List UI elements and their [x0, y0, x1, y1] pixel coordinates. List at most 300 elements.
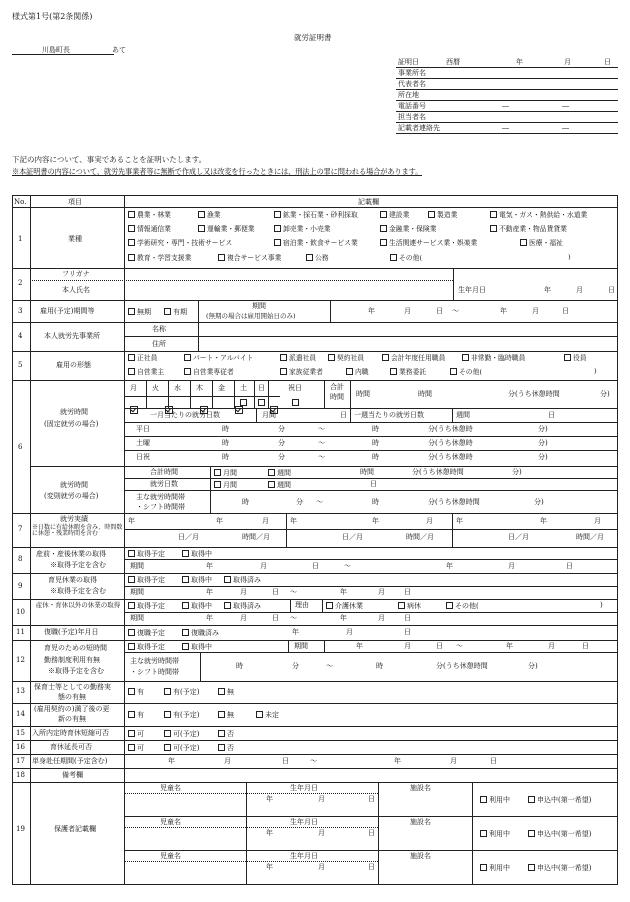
workplace-addr-label: 住所: [152, 340, 166, 348]
apply-opt[interactable]: 申込中(第一希望): [528, 830, 591, 838]
unit-day: 日: [490, 757, 497, 765]
row6-no: 6: [18, 443, 23, 451]
row13-label2: 態の有無: [58, 693, 86, 701]
r15-opt2[interactable]: 可(予定): [164, 730, 199, 738]
unit-month: 月: [378, 614, 385, 622]
r16-opt1[interactable]: 可: [128, 744, 144, 752]
row11-no: 11: [16, 628, 25, 636]
r10-other-close: ): [600, 601, 603, 609]
unit-month: 月: [532, 307, 539, 315]
r9-opt3[interactable]: 取得済み: [224, 576, 261, 584]
emp-type-opt[interactable]: 会計年度任用職員: [382, 354, 445, 362]
emp-type-opt[interactable]: 非常勤・臨時職員: [462, 354, 525, 362]
tilde: ～: [318, 439, 325, 447]
addressee-town: 川島町長: [42, 46, 70, 54]
unit-minute: 分: [296, 498, 303, 506]
unit-minute: 分: [278, 453, 285, 461]
unit-year: 年: [506, 642, 513, 650]
use-opt[interactable]: 利用中: [480, 796, 510, 804]
var-week-opt[interactable]: 週間: [268, 469, 291, 477]
unit-month: 月: [318, 795, 325, 803]
issuer-label-phone: 電話番号: [398, 102, 426, 110]
r12-period: 期間: [294, 642, 308, 650]
unit-month: 月: [318, 863, 325, 871]
r14-opt1[interactable]: 有: [128, 711, 144, 719]
row7-no: 7: [18, 525, 23, 533]
unit-minute: 分: [292, 662, 299, 670]
industry-opt[interactable]: 不動産業・物品賃貸業: [490, 225, 567, 233]
row14-no: 14: [16, 710, 25, 718]
use-opt[interactable]: 利用中: [480, 830, 510, 838]
row15-label: 入所内定時育休短縮可否: [32, 729, 109, 737]
facility-label: 施設名: [410, 852, 431, 860]
row4-no: 4: [18, 332, 23, 340]
r9-opt1[interactable]: 取得予定: [128, 576, 165, 584]
unit-day: 日: [368, 795, 375, 803]
monthly-label: 月間: [262, 411, 276, 419]
row13-no: 13: [16, 687, 25, 695]
emp-type-opt[interactable]: 契約社員: [328, 354, 364, 362]
unit-month: 月: [548, 642, 555, 650]
unit-year: 年: [168, 757, 175, 765]
col-no-header: No.: [14, 198, 27, 206]
contact-dash-1: ―: [502, 124, 509, 132]
day-holiday: 祝日: [288, 384, 302, 392]
period-label: 期間: [252, 302, 266, 310]
tilde: ～: [310, 757, 317, 765]
tilde: ～: [344, 562, 351, 570]
row3-no: 3: [18, 307, 23, 315]
tilde: ～: [316, 498, 323, 506]
industry-opt-other[interactable]: その他(: [390, 254, 422, 262]
row12-no: 12: [16, 656, 25, 664]
emp-type-opt[interactable]: パート・アルバイト: [184, 354, 253, 362]
issuer-era: 西暦: [446, 58, 460, 66]
facility-label: 施設名: [410, 784, 431, 792]
workplace-name-label: 名称: [152, 325, 166, 333]
industry-opt[interactable]: 金融業・保険業: [380, 225, 437, 233]
unit-day: 日: [312, 562, 319, 570]
industry-opt[interactable]: 公務: [306, 254, 329, 262]
issuer-label-date: 証明日: [398, 58, 419, 66]
unit-year: 年: [266, 795, 273, 803]
break-close: 分): [512, 468, 522, 476]
issuer-label-person: 担当者名: [398, 113, 426, 121]
unit-day: 日: [404, 588, 411, 596]
sunday-label: 日祝: [136, 453, 150, 461]
unit-day: 日: [404, 628, 411, 636]
unit-hour: 時: [222, 425, 229, 433]
unit-day: 日: [272, 588, 279, 596]
day-wed: 水: [174, 384, 181, 392]
employment-type-options: [128, 354, 616, 379]
total-label: 合計: [330, 383, 344, 391]
unit-month: 月: [450, 757, 457, 765]
industry-opt[interactable]: 鉱業・採石業・砂利採取: [274, 211, 358, 219]
day-per-month: 日／月: [508, 533, 529, 541]
col-item-header: 項目: [68, 198, 82, 206]
tilde: ～: [456, 642, 463, 650]
day-fri: 金: [218, 384, 225, 392]
row18-no: 18: [16, 771, 25, 779]
break-min: 分): [538, 453, 548, 461]
emp-type-opt[interactable]: 自営業主: [128, 368, 164, 376]
row17-label: 単身赴任期間(予定含む): [32, 757, 108, 765]
unit-day: 日: [368, 863, 375, 871]
r8-opt1[interactable]: 取得予定: [128, 550, 165, 558]
row15-no: 15: [16, 729, 25, 737]
unit-year: 年: [128, 517, 135, 525]
fixed-hours-sub: (固定就労の場合): [44, 420, 99, 428]
tilde: ～: [452, 307, 459, 315]
child-name-label: 児童名: [160, 784, 181, 792]
facility-label: 施設名: [410, 818, 431, 826]
unit-month: 月: [594, 517, 601, 525]
unit-hour: 時: [372, 498, 379, 506]
issuer-day: 日: [604, 58, 611, 66]
emp-type-opt[interactable]: 家族従業者: [280, 368, 323, 376]
unit-day: 日: [370, 480, 377, 488]
work-days-label: 就労日数: [150, 480, 178, 488]
r10-reason-opt3[interactable]: その他(: [446, 602, 479, 610]
break-hour: 分(うち休憩時: [428, 453, 473, 461]
unit-day: 日: [436, 307, 443, 315]
issuer-block: [396, 57, 618, 135]
unit-year: 年: [356, 642, 363, 650]
emp-type-opt[interactable]: 内職: [346, 368, 369, 376]
unit-day: 日: [562, 307, 569, 315]
row7-note: ※日数に有給休暇を含み、時間数に休憩・残業時間を含む: [32, 524, 123, 538]
row12-label: 育児のための短時間: [44, 644, 107, 652]
row19-label: 保護者記載欄: [54, 825, 96, 833]
emp-type-opt[interactable]: 派遣社員: [280, 354, 316, 362]
emp-type-opt[interactable]: 正社員: [128, 354, 157, 362]
weekly-hours-unit-2: 時間: [418, 390, 432, 398]
row10-label: 産休・育休以外の休業の取得: [35, 601, 121, 609]
var-month-days-opt[interactable]: 月間: [214, 481, 237, 489]
addressee[interactable]: [12, 46, 114, 55]
r13-opt2[interactable]: 有(予定): [164, 688, 199, 696]
industry-opt[interactable]: 教育・学習支援業: [128, 254, 191, 262]
unit-month: 月: [224, 757, 231, 765]
row1-label: 業種: [68, 235, 82, 243]
unit-hour: 時: [222, 453, 229, 461]
check-holiday[interactable]: [292, 399, 299, 406]
hours-per-month: 時間／月: [406, 533, 434, 541]
shift-band-label: ・シフト時間帯: [136, 503, 185, 511]
contact-dash-2: ―: [562, 124, 569, 132]
r11-opt1[interactable]: 復職予定: [128, 629, 165, 637]
emp-type-opt[interactable]: 自営業専従者: [184, 368, 234, 376]
tilde: ～: [318, 425, 325, 433]
unit-day: 日: [368, 829, 375, 837]
child-birth-label: 生年月日: [290, 852, 318, 860]
unit-year: 年: [206, 562, 213, 570]
emp-type-other-close: ): [594, 367, 597, 375]
form-id: 様式第1号(第2条関係): [12, 12, 93, 21]
tilde: ～: [318, 453, 325, 461]
r11-opt2[interactable]: 復職済み: [182, 629, 219, 637]
industry-opt[interactable]: 情報通信業: [128, 225, 171, 233]
unit-month: 月: [404, 307, 411, 315]
unit-month: 月: [576, 286, 583, 294]
unit-year: 年: [394, 757, 401, 765]
period-fixed[interactable]: 有期: [164, 308, 187, 316]
child-name-label: 児童名: [160, 852, 181, 860]
unit-year: 年: [266, 863, 273, 871]
use-opt[interactable]: 利用中: [480, 864, 510, 872]
unit-day: 日: [272, 614, 279, 622]
saturday-label: 土曜: [136, 439, 150, 447]
industry-opt[interactable]: 学術研究・専門・技術サービス: [128, 239, 232, 247]
unit-year: 年: [340, 614, 347, 622]
phone-dash-2: ―: [562, 102, 569, 110]
r14-opt3[interactable]: 無: [218, 711, 234, 719]
unit-year: 年: [290, 517, 297, 525]
row9-label: 育児休業の取得: [48, 576, 97, 584]
monthly-days-label: 一月当たりの就労日数: [150, 411, 220, 419]
unit-year: 年: [368, 307, 375, 315]
break-min: 分): [538, 425, 548, 433]
unit-day: 日: [608, 286, 615, 294]
r8-opt2[interactable]: 取得中: [182, 550, 212, 558]
r15-opt3[interactable]: 否: [218, 730, 234, 738]
row11-label: 復職(予定)年月日: [44, 628, 99, 636]
break-open: 分(うち休憩時間: [508, 390, 560, 398]
weekly-hours-unit: 時間: [356, 390, 370, 398]
weekly-label: 週間: [456, 411, 470, 419]
unit-hour: 時: [372, 425, 379, 433]
unit-hour: 時: [222, 439, 229, 447]
industry-opt[interactable]: 製造業: [428, 211, 457, 219]
total-time-label: 時間: [330, 393, 344, 401]
phone-dash-1: ―: [502, 102, 509, 110]
unit-day: 日: [566, 562, 573, 570]
child-name-label: 児童名: [160, 818, 181, 826]
unit-year: 年: [544, 286, 551, 294]
r13-opt1[interactable]: 有: [128, 688, 144, 696]
row3-label: 雇用(予定)期間等: [40, 307, 95, 315]
day-mon: 月: [130, 384, 137, 392]
row2-no: 2: [18, 279, 23, 287]
weekly-days-label: 一週当たりの就労日数: [354, 411, 424, 419]
day-sun: 日: [258, 384, 265, 392]
industry-opt[interactable]: 電気・ガス・熱供給・水道業: [490, 211, 587, 219]
unit-hour: 時: [372, 453, 379, 461]
row1-no: 1: [18, 235, 23, 243]
break-open: 分(うち休憩時間: [436, 662, 488, 670]
break-min: 分): [538, 439, 548, 447]
r10-period: 期間: [130, 614, 144, 622]
weekday-label: 平日: [136, 425, 150, 433]
r12-opt2[interactable]: 取得中: [182, 643, 212, 651]
issuer-label-company: 事業所名: [398, 69, 426, 77]
intro-line-1: 下記の内容について、事実であることを証明いたします。: [12, 155, 207, 164]
emp-type-opt[interactable]: 役員: [564, 354, 587, 362]
r12-band2: ・シフト時間帯: [130, 668, 179, 676]
day-sat: 土: [240, 384, 247, 392]
industry-opt[interactable]: 建設業: [380, 211, 409, 219]
intro-line-2: ※本証明書の内容について、就労先事業者等に無断で作成し又は改変を行ったときには、刑法上の罪に問われる場合があります。: [12, 167, 423, 176]
unit-year: 年: [206, 588, 213, 596]
r16-opt3[interactable]: 否: [218, 744, 234, 752]
unit-month: 月: [318, 829, 325, 837]
break-hour: 分(うち休憩時: [428, 439, 473, 447]
unit-year: 年: [292, 628, 299, 636]
row10-no: 10: [16, 608, 25, 616]
unit-day: 日: [340, 411, 347, 419]
unit-month: 月: [426, 517, 433, 525]
birth-label: 生年月日: [458, 286, 486, 294]
period-none[interactable]: 無期: [128, 308, 151, 316]
day-tue: 火: [152, 384, 159, 392]
industry-other-close: ): [568, 253, 571, 261]
row14-label: (雇用契約の)満了後の更: [34, 705, 110, 713]
emp-type-opt[interactable]: 業務委託: [390, 368, 426, 376]
industry-opt[interactable]: 宿泊業・飲食サービス業: [274, 239, 358, 247]
break-close: 分): [528, 662, 538, 670]
row7-label: 就労実績: [60, 515, 88, 523]
row9-note: ※取得予定を含む: [50, 587, 106, 595]
row5-label: 雇用の形態: [56, 361, 91, 369]
hours-per-month: 時間／月: [576, 533, 604, 541]
row17-no: 17: [16, 757, 25, 765]
day-thu: 木: [196, 384, 203, 392]
r10-opt3[interactable]: 取得済み: [224, 602, 261, 610]
day-per-month: 日／月: [178, 533, 199, 541]
check-mon[interactable]: [130, 406, 138, 414]
period-note: (無期の場合は雇用開始日のみ): [206, 312, 296, 320]
row13-label: 保育士等としての勤務実: [34, 683, 111, 691]
row4-label: 本人就労先事業所: [44, 332, 100, 340]
check-sat[interactable]: [240, 399, 247, 406]
issuer-label-rep: 代表者名: [398, 80, 426, 88]
var-week-days-opt[interactable]: 週間: [268, 481, 291, 489]
industry-opt[interactable]: 卸売業・小売業: [274, 225, 331, 233]
break-close: 分): [534, 498, 544, 506]
r14-opt2[interactable]: 有(予定): [164, 711, 199, 719]
r15-opt1[interactable]: 可: [128, 730, 144, 738]
child-birth-label: 生年月日: [290, 818, 318, 826]
unit-hour: 時: [372, 439, 379, 447]
tilde: ～: [326, 662, 333, 670]
unit-month: 月: [346, 628, 353, 636]
unit-month: 月: [378, 588, 385, 596]
unit-year: 年: [216, 517, 223, 525]
apply-opt[interactable]: 申込中(第一希望): [528, 864, 591, 872]
unit-month: 月: [260, 562, 267, 570]
r9-opt2[interactable]: 取得中: [182, 576, 212, 584]
check-thu[interactable]: [235, 406, 243, 414]
row16-no: 16: [16, 743, 25, 751]
day-per-month: 日／月: [342, 533, 363, 541]
r13-opt3[interactable]: 無: [218, 688, 234, 696]
row5-no: 5: [18, 361, 23, 369]
unit-day: 日: [436, 642, 443, 650]
industry-opt[interactable]: 生活関連サービス業・娯楽業: [380, 239, 477, 247]
unit-hours: 時間: [360, 468, 374, 476]
unit-year: 年: [372, 517, 379, 525]
main-band-label: 主な就労時間帯: [136, 493, 185, 501]
unit-hour: 時: [376, 662, 383, 670]
r8-period: 期間: [130, 562, 144, 570]
break-hour: 分(うち休憩時: [428, 425, 473, 433]
industry-opt[interactable]: 運輸業・郵便業: [198, 225, 255, 233]
r10-reason-opt1[interactable]: 介護休業: [326, 602, 363, 610]
unit-month: 月: [240, 588, 247, 596]
industry-opt[interactable]: 複合サービス事業: [218, 254, 281, 262]
unit-day: 日: [282, 757, 289, 765]
apply-opt[interactable]: 申込中(第一希望): [528, 796, 591, 804]
unit-day: 日: [548, 411, 555, 419]
unit-year: 年: [206, 614, 213, 622]
fixed-hours-label: 就労時間: [60, 408, 88, 416]
r10-opt1[interactable]: 取得予定: [128, 602, 165, 610]
page-title: 就労証明書: [294, 33, 332, 42]
industry-opt[interactable]: 農業・林業: [128, 211, 171, 219]
break-close: 分): [600, 390, 610, 398]
unit-minute: 分: [278, 425, 285, 433]
tilde: ～: [290, 588, 297, 596]
total-time-label: 合計時間: [150, 468, 178, 476]
r12-band: 主な就労時間帯: [130, 657, 179, 665]
unit-month: 月: [508, 562, 515, 570]
unit-year: 年: [340, 588, 347, 596]
row8-no: 8: [18, 555, 23, 563]
unit-month: 月: [404, 642, 411, 650]
row14-label2: 新の有無: [58, 715, 86, 723]
unit-minute: 分: [278, 439, 285, 447]
var-month-opt[interactable]: 月間: [214, 469, 237, 477]
r10-reason: 理由: [295, 601, 309, 609]
check-sun[interactable]: [258, 399, 265, 406]
r9-period: 期間: [130, 588, 144, 596]
unit-hour: 時: [242, 498, 249, 506]
unit-month: 月: [240, 614, 247, 622]
row18-label: 備考欄: [62, 771, 83, 779]
r16-opt2[interactable]: 可(予定): [164, 744, 199, 752]
unit-day: 日: [404, 614, 411, 622]
industry-options: [128, 211, 616, 267]
unit-year: 年: [456, 517, 463, 525]
break-open: 分(うち休憩時間: [412, 468, 464, 476]
var-hours-sub: (変則就労の場合): [44, 492, 99, 500]
r12-opt1[interactable]: 取得予定: [128, 643, 165, 651]
issuer-label-contact: 記載者連絡先: [398, 124, 440, 132]
emp-type-opt-other[interactable]: その他(: [450, 368, 482, 376]
row9-no: 9: [18, 582, 23, 590]
r10-opt2[interactable]: 取得中: [182, 602, 212, 610]
r10-reason-opt2[interactable]: 病休: [398, 602, 421, 610]
r14-opt4[interactable]: 未定: [256, 711, 279, 719]
row16-label: 育休延長可否: [50, 743, 92, 751]
industry-opt[interactable]: 漁業: [198, 211, 221, 219]
name-label: 本人氏名: [62, 286, 90, 294]
unit-day: 日: [582, 642, 589, 650]
addressee-suffix: あて: [112, 46, 126, 54]
unit-month: 月: [262, 517, 269, 525]
unit-year: 年: [446, 562, 453, 570]
issuer-year: 年: [516, 58, 523, 66]
row8-label: 産前・産後休業の取得: [36, 550, 106, 558]
unit-year: 年: [540, 517, 547, 525]
unit-year: 年: [266, 829, 273, 837]
industry-opt[interactable]: 医療・福祉: [520, 239, 563, 247]
row19-no: 19: [16, 825, 25, 833]
col-entry-header: 記載欄: [358, 198, 379, 206]
row12-note: ※取得予定を含む: [48, 667, 104, 675]
child-birth-label: 生年月日: [290, 784, 318, 792]
